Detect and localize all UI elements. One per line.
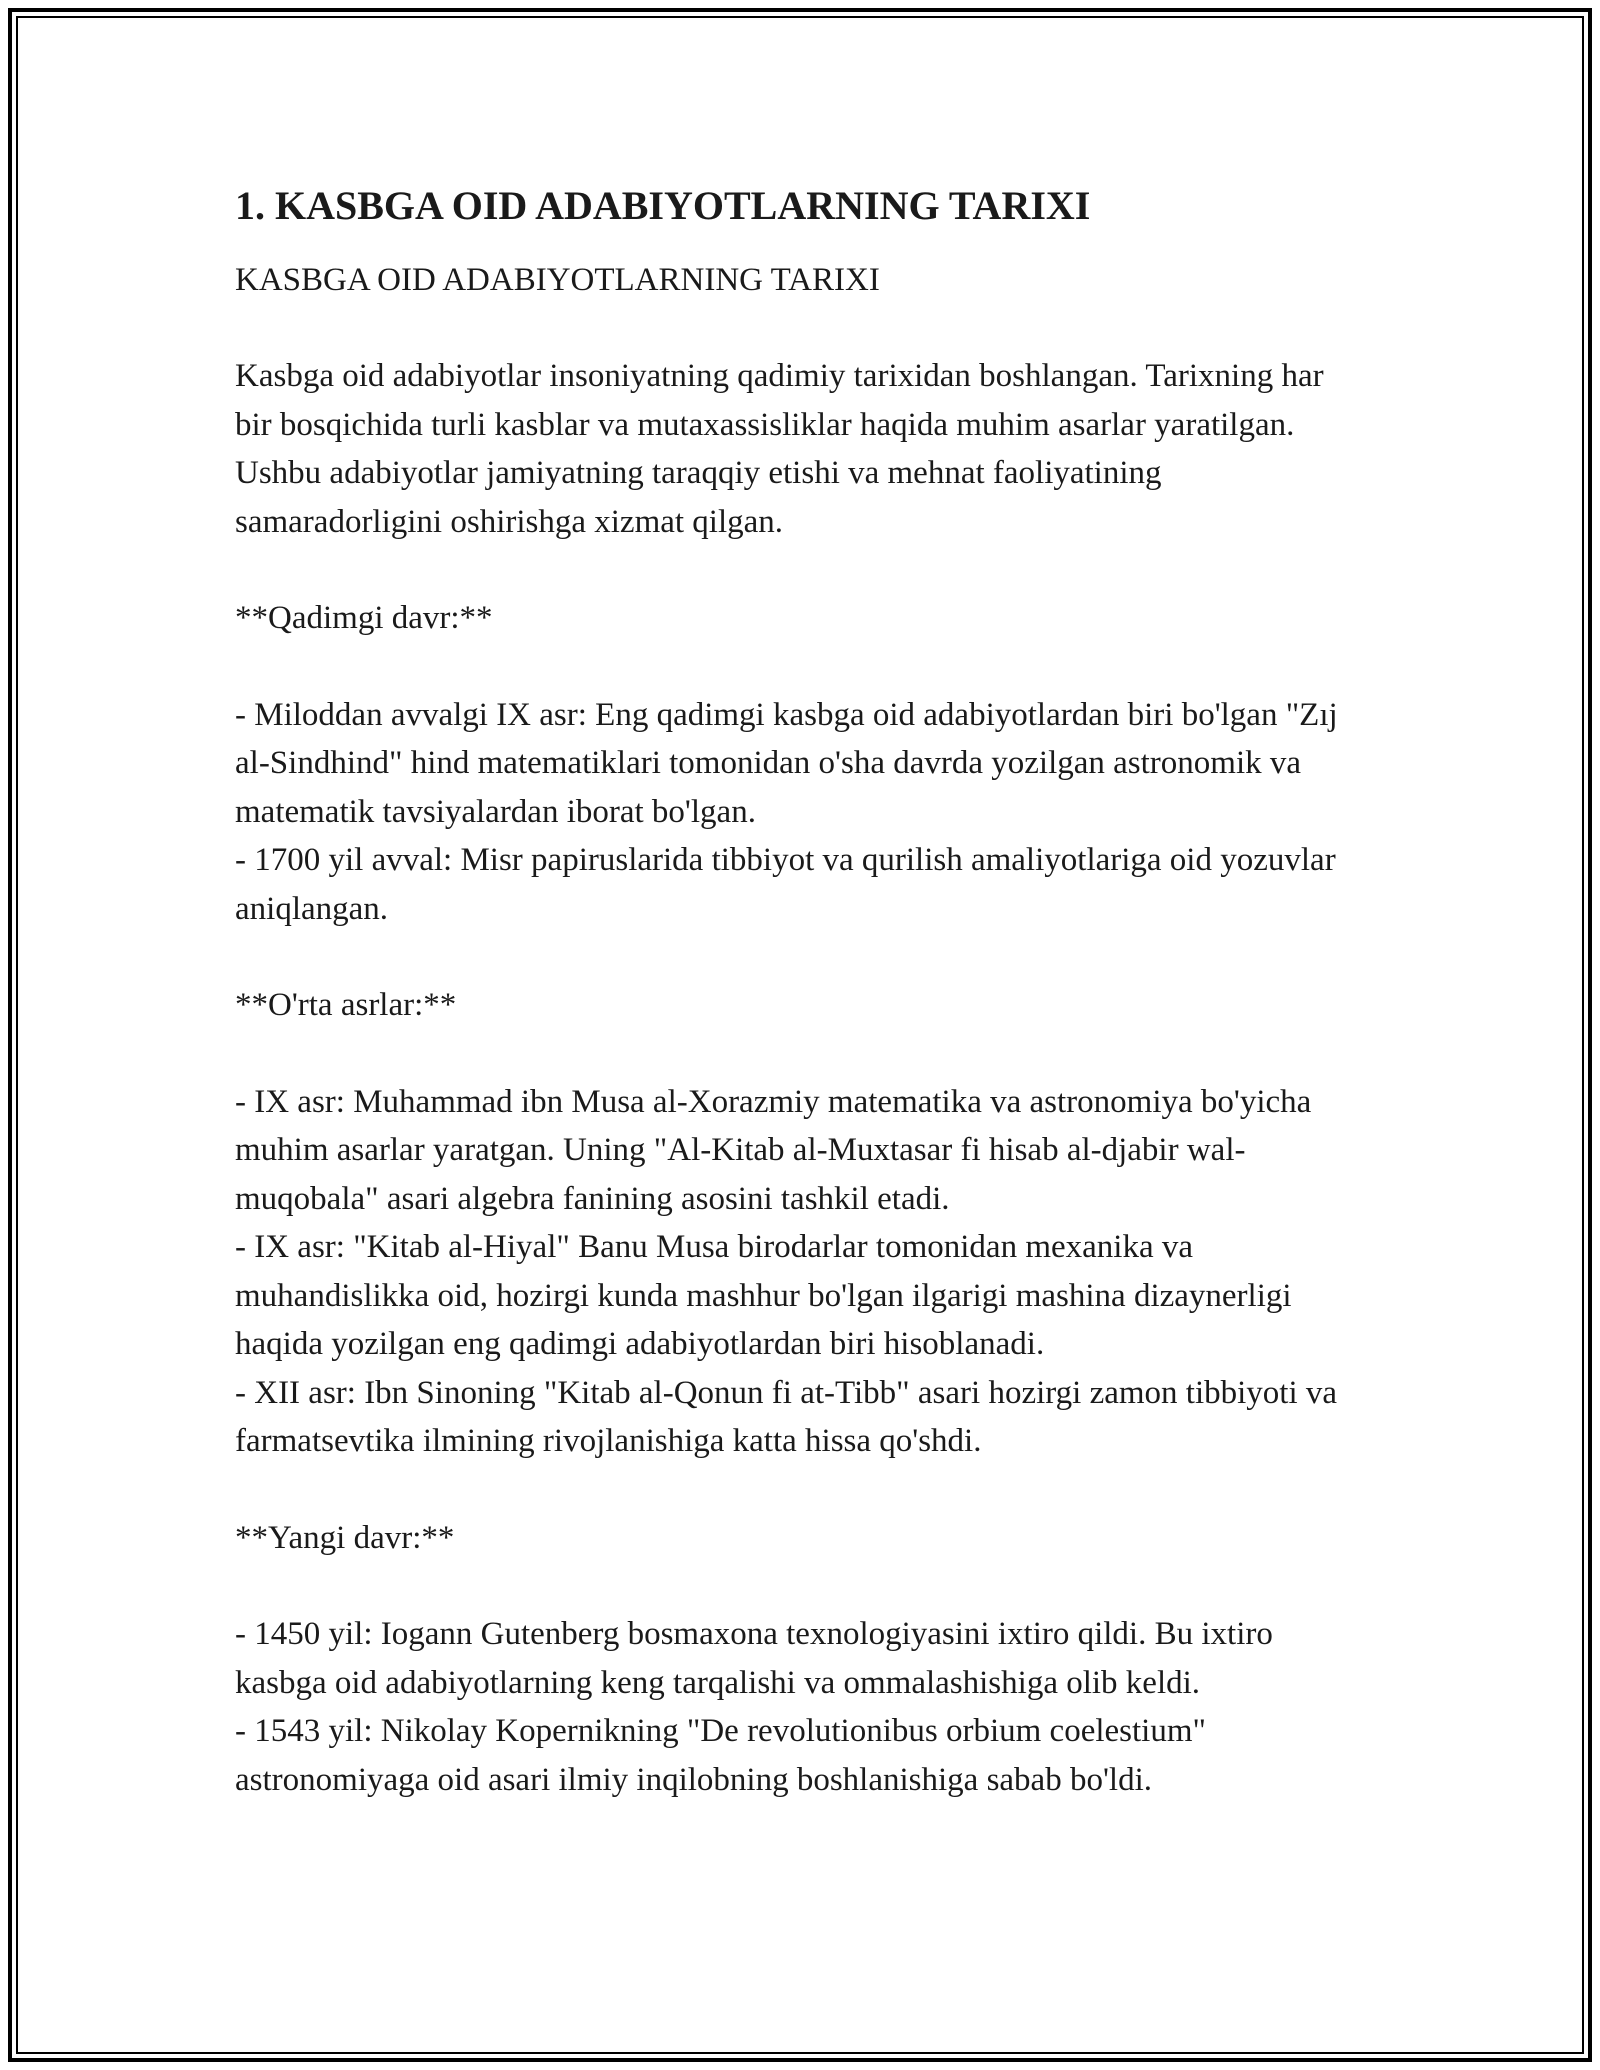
list-item: - IX asr: "Kitab al-Hiyal" Banu Musa birodarlar tomonidan mexanika va muhandislikka oid, hozirgi kunda mashhur bo'lgan ilgarigi mashina dizaynerligi haqida yozilgan eng qadimgi adabiyotlardan biri hisoblanadi. (235, 1229, 1292, 1362)
list-item: - IX asr: Muhammad ibn Musa al-Xorazmiy matematika va astronomiya bo'yicha muhim asarlar yaratgan. Uning "Al-Kitab al-Muxtasar fi hisab al-djabir wal-muqobala" asari algebra fanining asosini tashkil etadi. (235, 1083, 1312, 1217)
section-list-new-era (235, 1610, 1355, 1804)
section-list-ancient (235, 691, 1355, 934)
list-item: - 1700 yil avval: Misr papiruslarida tibbiyot va qurilish amaliyotlariga oid yozuvlar aniqlangan. (235, 842, 1336, 927)
list-item: - XII asr: Ibn Sinoning "Kitab al-Qonun fi at-Tibb" asari hozirgi zamon tibbiyoti va farmatsevtika ilmining rivojlanishiga katta hissa qo'shdi. (235, 1374, 1338, 1459)
section-list-middle-ages (235, 1078, 1355, 1466)
list-item: - Miloddan avvalgi IX asr: Eng qadimgi kasbga oid adabiyotlardan biri bo'lgan "Zıj al-Sindhind" hind matematiklari tomonidan o'sha davrda yozilgan astronomik va matematik tavsiyalardan iborat bo'lgan. (235, 696, 1338, 830)
list-item: - 1450 yil: Iogann Gutenberg bosmaxona texnologiyasini ixtiro qildi. Bu ixtiro kasbga oid adabiyotlarning keng tarqalishi va ommalashishiga olib keldi. (235, 1616, 1273, 1701)
document-body (235, 178, 1355, 1852)
list-item: - 1543 yil: Nikolay Kopernikning "De revolutionibus orbium coelestium" astronomiyaga oid asari ilmiy inqilobning boshlanishiga sabab bo'ldi. (235, 1713, 1206, 1798)
section-label-new-era: **Yangi davr:** (235, 1519, 455, 1556)
intro-paragraph: Kasbga oid adabiyotlar insoniyatning qadimiy tarixidan boshlangan. Tarixning har bir bosqichida turli kasblar va mutaxassisliklar haqida muhim asarlar yaratilgan. Ushbu adabiyotlar jamiyatning taraqqiy etishi va mehnat faoliyatining samaradorligini oshirishga xizmat qilgan. (235, 358, 1324, 540)
section-label-middle-ages: **O'rta asrlar:** (235, 987, 457, 1023)
section-label-ancient: **Qadimgi davr:** (235, 600, 493, 636)
page-title: 1. KASBGA OID ADABIYOTLARNING TARIXI (235, 183, 1091, 228)
page-subtitle: KASBGA OID ADABIYOTLARNING TARIXI (235, 262, 880, 298)
